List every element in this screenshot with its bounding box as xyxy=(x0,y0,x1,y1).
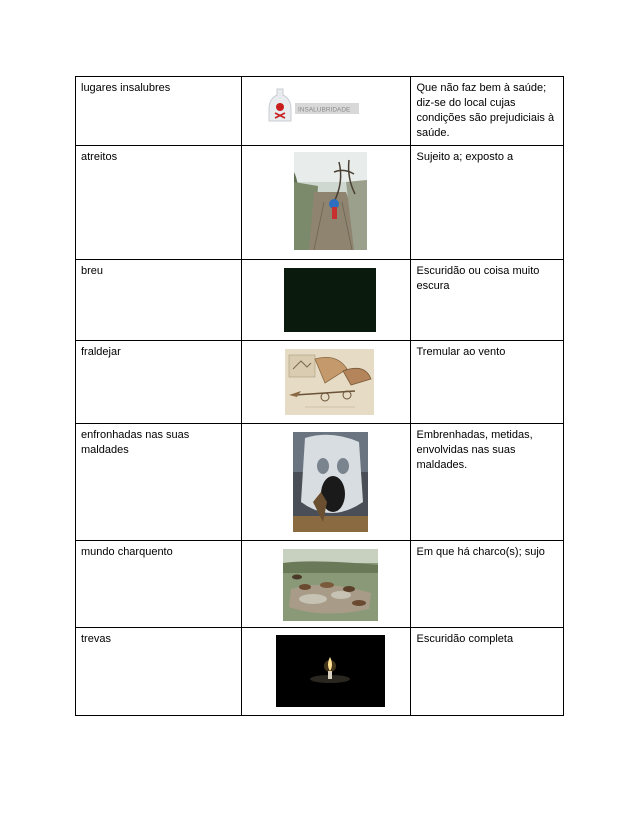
term-cell: atreitos xyxy=(76,146,242,260)
image-caption: INSALUBRIDADE xyxy=(297,106,351,114)
definition-cell: Em que há charco(s); sujo xyxy=(411,541,564,628)
definition-cell: Embrenhadas, metidas, envolvidas nas suas maldades. xyxy=(411,424,564,541)
table-row xyxy=(76,77,564,146)
image-cell xyxy=(241,260,411,341)
table-row xyxy=(76,628,564,716)
term-cell: trevas xyxy=(76,628,242,716)
image-cell xyxy=(241,628,411,716)
term-cell: fraldejar xyxy=(76,341,242,424)
table-row xyxy=(76,260,564,341)
flying-machine-sketch-image xyxy=(285,349,374,415)
term-cell: lugares insalubres xyxy=(76,77,242,146)
dark-image xyxy=(284,268,376,332)
candle-image xyxy=(276,635,385,707)
muddy-swamp-image xyxy=(283,549,378,621)
image-cell xyxy=(241,77,411,146)
term-cell: mundo charquento xyxy=(76,541,242,628)
image-cell xyxy=(241,341,411,424)
definition-cell: Sujeito a; exposto a xyxy=(411,146,564,260)
definition-cell: Tremular ao vento xyxy=(411,341,564,424)
definition-cell: Que não faz bem à saúde; diz-se do local cujas condições são prejudiciais à saúde. xyxy=(411,77,564,146)
insalubridade-image xyxy=(265,83,361,123)
vocabulary-table xyxy=(75,76,564,716)
table-row xyxy=(76,146,564,260)
screaming-face-image xyxy=(293,432,368,532)
term-cell: breu xyxy=(76,260,242,341)
table-row xyxy=(76,541,564,628)
image-cell xyxy=(241,541,411,628)
definition-cell: Escuridão completa xyxy=(411,628,564,716)
definition-cell: Escuridão ou coisa muito escura xyxy=(411,260,564,341)
image-cell xyxy=(241,424,411,541)
garden-path-image xyxy=(294,152,367,250)
term-cell: enfronhadas nas suas maldades xyxy=(76,424,242,541)
table-row xyxy=(76,341,564,424)
image-cell xyxy=(241,146,411,260)
table-row xyxy=(76,424,564,541)
